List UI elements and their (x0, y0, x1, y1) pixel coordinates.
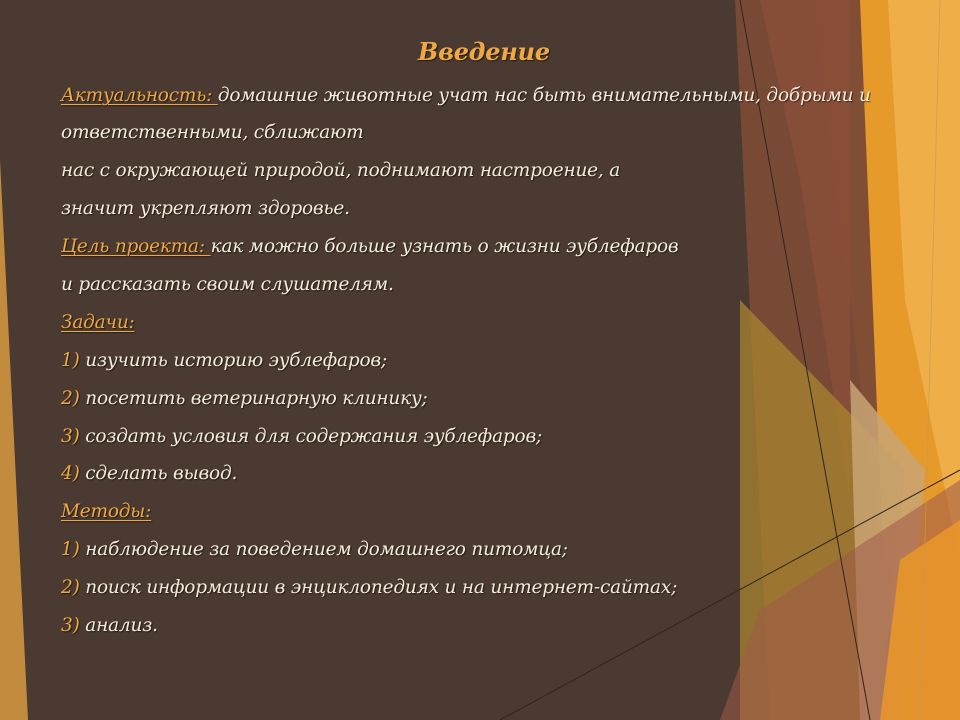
relevance-line-1 (61, 83, 871, 109)
relevance-line-4: значит укрепляют здоровье. (61, 198, 350, 219)
task-text: посетить ветеринарную клинику; (79, 388, 428, 409)
goal-line-2: и рассказать своим слушателям. (61, 274, 394, 295)
task-item (61, 386, 428, 412)
relevance-label: Актуальность: (61, 85, 218, 106)
method-item (61, 537, 568, 563)
methods-label: Методы: (61, 501, 152, 522)
method-item (61, 575, 677, 601)
slide-title: Введение (418, 37, 550, 66)
task-item (61, 461, 237, 487)
task-text: изучить историю эублефаров; (79, 350, 388, 371)
goal-line-1 (61, 234, 678, 260)
task-number: 1) (61, 350, 80, 371)
tasks-heading (61, 310, 135, 336)
method-number: 1) (61, 539, 80, 560)
method-number: 2) (61, 577, 80, 598)
method-item (61, 613, 158, 639)
task-number: 4) (61, 463, 80, 484)
task-text: создать условия для содержания эублефаров; (79, 426, 543, 447)
method-text: поиск информации в энциклопедиях и на интернет-сайтах; (79, 577, 678, 598)
task-number: 3) (61, 426, 80, 447)
method-text: наблюдение за поведением домашнего питомца; (79, 539, 568, 560)
goal-label: Цель проекта: (61, 236, 211, 257)
method-text: анализ. (79, 615, 158, 636)
task-item (61, 424, 542, 450)
task-text: сделать вывод. (79, 463, 238, 484)
task-number: 2) (61, 388, 80, 409)
methods-heading (61, 499, 151, 525)
goal-text-1: как можно больше узнать о жизни эублефаров (210, 236, 679, 257)
method-number: 3) (61, 615, 80, 636)
tasks-label: Задачи: (61, 312, 135, 333)
relevance-text-1: домашние животные учат нас быть внимательными, добрыми и (217, 85, 871, 106)
left-edge-triangle (0, 160, 28, 720)
relevance-line-2: ответственными, сближают (61, 122, 364, 143)
relevance-line-3: нас с окружающей природой, поднимают настроение, а (61, 160, 621, 181)
task-item (61, 348, 387, 374)
